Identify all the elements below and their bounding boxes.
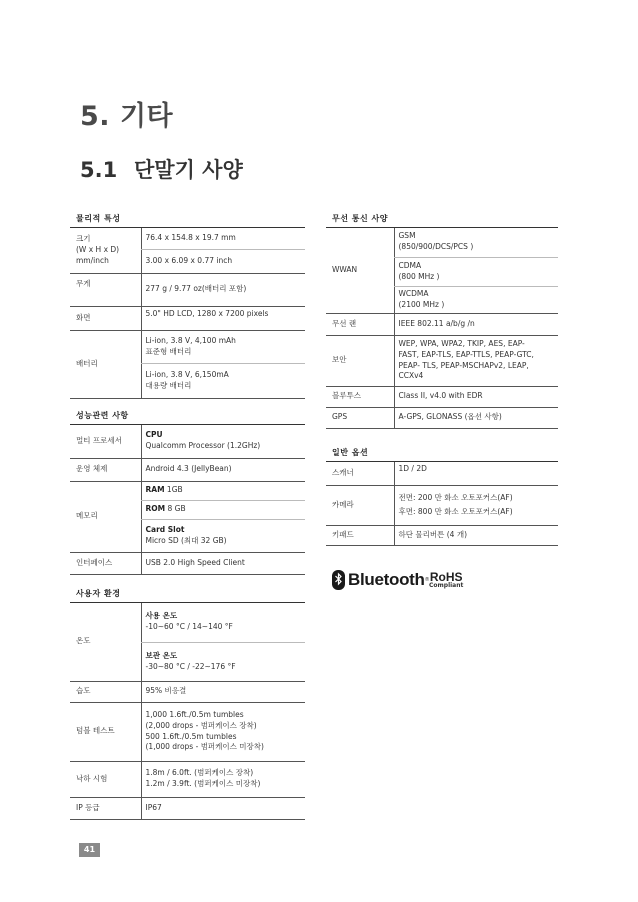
physical-title: 물리적 특성 [70,207,305,228]
user-env-section [70,582,305,820]
tumble-line-3: 500 1.6ft./0.5m tumbles [145,731,237,741]
size-label-cell [70,228,141,273]
security-line-2: FAST, EAP-TLS, EAP-TTLS, PEAP-GTC, [398,349,534,359]
tumble-label: 텀블 테스트 [70,702,141,761]
ram-cell [141,481,305,500]
scanner-label: 스캐너 [326,462,394,485]
bluetooth-trademark: ® [424,577,430,583]
wcdma-bands: (2100 MHz ) [398,299,445,309]
performance-title: 성능관련 사항 [70,404,305,425]
card-value: Micro SD (최대 32 GB) [145,535,227,545]
storage-temp [141,642,305,681]
gps-label: GPS [326,407,394,428]
rohs-compliant: Compliant [429,582,464,589]
cpu-heading: CPU [145,430,163,440]
weight-value: 277 g / 9.77 oz(배터리 포함) [141,273,305,306]
wireless-title: 무선 통신 사양 [326,207,558,228]
keypad-label: 키패드 [326,525,394,545]
tumble-line-2: (2,000 drops - 범퍼케이스 장착) [145,720,257,730]
tumble-line-1: 1,000 1.6ft./0.5m tumbles [145,709,244,719]
camera-front: 전면: 200 만 화소 오토포커스(AF) [398,492,513,502]
drop-line-1: 1.8m / 6.0ft. (범퍼케이스 장착) [145,768,254,778]
gsm-cell [394,228,558,257]
performance-section [70,404,305,575]
gps-value: A-GPS, GLONASS (옵션 사항) [394,407,558,428]
interface-value: USB 2.0 High Speed Client [141,552,305,574]
security-line-4: CCXv4 [398,371,424,381]
humidity-label: 습도 [70,681,141,702]
gsm-bands: (850/900/DCS/PCS ) [398,242,474,252]
bluetooth-icon [332,570,345,590]
options-section [326,441,558,546]
wireless-section [326,207,558,429]
cpu-cell [141,425,305,458]
ip-label: IP 등급 [70,797,141,819]
options-table [326,462,558,546]
ip-value: IP67 [141,797,305,819]
gsm-name: GSM [398,231,416,241]
temperature-label: 온도 [70,603,141,681]
display-value: 5.0" HD LCD, 1280 x 7200 pixels [141,306,305,330]
rom-cell [141,500,305,519]
physical-table [70,228,305,399]
card-heading: Card Slot [145,524,185,534]
display-label: 화면 [70,306,141,330]
size-label: 크기 [76,233,91,243]
section-title-text: 단말기 사양 [134,158,243,182]
tumble-line-4: (1,000 drops - 범퍼케이스 미장착) [145,742,264,752]
battery-standard-type: 표준형 배터리 [145,346,192,356]
interface-label: 인터페이스 [70,552,141,574]
physical-section [70,207,305,399]
drop-label: 낙하 시험 [70,761,141,797]
camera-label: 카메라 [326,485,394,525]
bluetooth-value: Class II, v4.0 with EDR [394,386,558,407]
battery-extended-spec: Li-ion, 3.8 V, 6,150mA [145,369,229,379]
camera-rear: 후면: 800 만 화소 오토포커스(AF) [398,507,513,516]
battery-label: 배터리 [70,330,141,398]
battery-extended [141,363,305,398]
wcdma-name: WCDMA [398,288,429,298]
drop-value [141,761,305,797]
battery-standard-spec: Li-ion, 3.8 V, 4,100 mAh [145,335,236,345]
security-line-1: WEP, WPA, WPA2, TKIP, AES, EAP- [398,338,525,348]
wlan-value: IEEE 802.11 a/b/g /n [394,313,558,335]
section-title [80,154,243,184]
security-label: 보안 [326,335,394,386]
wcdma-cell [394,286,558,313]
size-inch: 3.00 x 6.09 x 0.77 inch [141,249,305,273]
storage-temp-heading: 보관 온도 [145,650,178,660]
battery-extended-type: 대용량 배터리 [145,380,192,390]
bluetooth-label: 블루투스 [326,386,394,407]
humidity-value: 95% 비응결 [141,681,305,702]
rom-heading: ROM [145,504,166,514]
cpu-label: 멀티 프로세서 [70,425,141,458]
security-value [394,335,558,386]
wwan-label: WWAN [326,228,394,313]
operating-temp-heading: 사용 온도 [145,611,178,621]
cdma-name: CDMA [398,260,422,270]
operating-temp [141,603,305,642]
ram-value: 1GB [164,485,183,495]
chapter-title: 5. 기타 [80,101,174,132]
bluetooth-wordmark: Bluetooth [348,570,425,589]
options-title: 일반 옵션 [326,441,558,462]
size-units: (W x H x D) mm/inch [76,244,120,265]
security-line-3: PEAP- TLS, PEAP-MSCHAPv2, LEAP, [398,360,529,370]
rohs-logo [429,570,463,589]
ram-heading: RAM [145,485,165,495]
wlan-label: 무선 랜 [326,313,394,335]
storage-temp-value: -30~80 °C / -22~176 °F [145,661,236,671]
rom-value: 8 GB [165,504,186,514]
section-number: 5.1 [80,158,118,182]
operating-temp-value: -10~60 °C / 14~140 °F [145,622,233,632]
user-env-table [70,603,305,820]
battery-standard [141,330,305,363]
keypad-value: 하단 물리버튼 (4 개) [394,525,558,545]
os-value: Android 4.3 (JellyBean) [141,458,305,481]
size-mm: 76.4 x 154.8 x 19.7 mm [141,228,305,249]
cpu-value: Qualcomm Processor (1.2GHz) [145,441,261,451]
memory-label: 메모리 [70,481,141,552]
os-label: 운영 체제 [70,458,141,481]
user-env-title: 사용자 환경 [70,582,305,603]
page-number: 41 [79,843,100,857]
bluetooth-logo [332,570,430,590]
cdma-bands: (800 MHz ) [398,271,440,281]
cdma-cell [394,257,558,286]
card-cell [141,519,305,552]
drop-line-2: 1.2m / 3.9ft. (범퍼케이스 미장착) [145,779,261,788]
camera-value [394,485,558,525]
performance-table [70,425,305,575]
scanner-value: 1D / 2D [394,462,558,485]
weight-label: 무게 [70,273,141,306]
wireless-table [326,228,558,429]
rohs-text: RoHS [429,570,463,584]
tumble-value [141,702,305,761]
